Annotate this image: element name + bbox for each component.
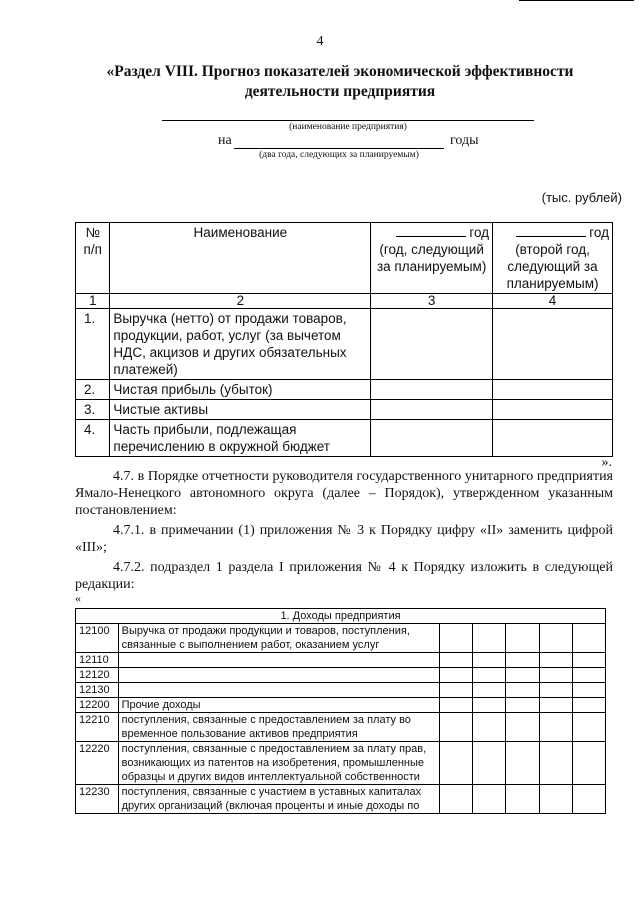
row-desc: поступления, связанные с участием в уставных капиталах других организаций (включая проценты и иные доходы по bbox=[118, 785, 440, 814]
empty-cell bbox=[473, 668, 506, 683]
empty-cell bbox=[440, 785, 473, 814]
row-name: Выручка (нетто) от продажи товаров, продукции, работ, услуг (за вычетом НДС, акцизов и других обязательных платежей) bbox=[110, 309, 371, 380]
empty-cell bbox=[473, 624, 506, 653]
row-desc bbox=[118, 668, 440, 683]
section-title-line-1: «Раздел VIII. Прогноз показателей экономической эффективности bbox=[106, 63, 574, 80]
empty-cell bbox=[473, 698, 506, 713]
row-value-year-1 bbox=[371, 309, 493, 380]
row-desc: Выручка от продажи продукции и товаров, поступления, связанные с выполнением работ, оказанием услуг bbox=[118, 624, 440, 653]
empty-cell bbox=[440, 698, 473, 713]
empty-cell bbox=[539, 624, 572, 653]
table-row bbox=[76, 668, 606, 683]
empty-cell bbox=[506, 668, 539, 683]
empty-cell bbox=[506, 653, 539, 668]
table-row bbox=[76, 309, 613, 380]
empty-cell bbox=[572, 698, 605, 713]
row-code: 12200 bbox=[76, 698, 119, 713]
row-num: 1. bbox=[76, 309, 110, 380]
efficiency-table bbox=[75, 222, 613, 457]
row-desc: поступления, связанные с предоставлением за плату прав, возникающих из патентов на изобретения, промышленные образцы и других видов интеллектуальной собственности bbox=[118, 742, 440, 785]
row-value-year-2 bbox=[493, 420, 613, 457]
header-year-2-note: (второй год, следующий за планируемым) bbox=[506, 242, 599, 291]
table-row bbox=[76, 785, 606, 814]
empty-cell bbox=[539, 698, 572, 713]
table-row bbox=[76, 698, 606, 713]
row-name: Часть прибыли, подлежащая перечислению в окружной бюджет bbox=[110, 420, 371, 457]
na-label: на bbox=[218, 133, 232, 148]
header-name: Наименование bbox=[110, 223, 371, 294]
table-row bbox=[76, 713, 606, 742]
empty-cell bbox=[572, 713, 605, 742]
empty-cell bbox=[506, 713, 539, 742]
empty-cell bbox=[440, 742, 473, 785]
table-row bbox=[76, 742, 606, 785]
enterprise-name-line bbox=[162, 120, 534, 121]
empty-cell bbox=[506, 785, 539, 814]
col-index: 2 bbox=[110, 294, 371, 309]
row-code: 12220 bbox=[76, 742, 119, 785]
empty-cell bbox=[473, 785, 506, 814]
row-value-year-1 bbox=[371, 420, 493, 457]
row-code: 12120 bbox=[76, 668, 119, 683]
header-year-1 bbox=[371, 223, 493, 294]
enterprise-name-caption: (наименование предприятия) bbox=[289, 122, 407, 132]
table-row bbox=[76, 624, 606, 653]
years-line bbox=[234, 148, 444, 149]
empty-cell bbox=[473, 683, 506, 698]
empty-cell bbox=[572, 785, 605, 814]
empty-cell bbox=[506, 742, 539, 785]
col-index: 4 bbox=[493, 294, 613, 309]
empty-cell bbox=[440, 653, 473, 668]
row-value-year-2 bbox=[493, 309, 613, 380]
row-code: 12210 bbox=[76, 713, 119, 742]
empty-cell bbox=[440, 668, 473, 683]
row-value-year-1 bbox=[371, 380, 493, 400]
row-code: 12130 bbox=[76, 683, 119, 698]
section-title bbox=[60, 62, 620, 102]
years-caption: (два года, следующих за планируемым) bbox=[259, 150, 419, 160]
empty-cell bbox=[539, 713, 572, 742]
row-num: 4. bbox=[76, 420, 110, 457]
row-desc: поступления, связанные с предоставлением за плату во временное пользование активов предприятия bbox=[118, 713, 440, 742]
table-row bbox=[76, 683, 606, 698]
table-row bbox=[76, 400, 613, 420]
col-index: 1 bbox=[76, 294, 110, 309]
row-num: 3. bbox=[76, 400, 110, 420]
header-year-2-word: год bbox=[589, 225, 609, 240]
row-num: 2. bbox=[76, 380, 110, 400]
row-name: Чистые активы bbox=[110, 400, 371, 420]
empty-cell bbox=[539, 668, 572, 683]
paragraph-4-7-2: 4.7.2. подраздел 1 раздела I приложения № 4 к Порядку изложить в следующей редакции: bbox=[75, 560, 613, 592]
empty-cell bbox=[473, 653, 506, 668]
row-value-year-1 bbox=[371, 400, 493, 420]
empty-cell bbox=[572, 742, 605, 785]
empty-cell bbox=[572, 683, 605, 698]
row-desc bbox=[118, 683, 440, 698]
paragraph-4-7: 4.7. в Порядке отчетности руководителя государственного унитарного предприятия Ямало-Ненецкого автономного округа (далее – Порядок), утвержденном указанным постановлением: bbox=[75, 469, 613, 518]
empty-cell bbox=[506, 624, 539, 653]
row-value-year-2 bbox=[493, 400, 613, 420]
empty-cell bbox=[440, 624, 473, 653]
table-row bbox=[76, 380, 613, 400]
empty-cell bbox=[572, 653, 605, 668]
header-year-1-word: год bbox=[469, 225, 490, 240]
empty-cell bbox=[440, 683, 473, 698]
closing-quote: ». bbox=[601, 455, 612, 470]
income-table-header bbox=[76, 609, 606, 624]
section-title-line-2: деятельности предприятия bbox=[244, 83, 436, 100]
empty-cell bbox=[572, 668, 605, 683]
row-code: 12110 bbox=[76, 653, 119, 668]
paragraph-4-7-1: 4.7.1. в примечании (1) приложения № 3 к Порядку цифру «II» заменить цифрой «III»; bbox=[75, 523, 613, 555]
col-index: 3 bbox=[371, 294, 493, 309]
top-edge-rule bbox=[519, 0, 634, 1]
header-year-2 bbox=[493, 223, 613, 294]
open-quote: « bbox=[75, 591, 81, 605]
empty-cell bbox=[473, 713, 506, 742]
row-value-year-2 bbox=[493, 380, 613, 400]
row-name: Чистая прибыль (убыток) bbox=[110, 380, 371, 400]
column-index-row bbox=[76, 294, 613, 309]
efficiency-table-header bbox=[76, 223, 613, 294]
income-table bbox=[75, 608, 606, 814]
income-header: 1. Доходы предприятия bbox=[76, 609, 606, 624]
row-code: 12100 bbox=[76, 624, 119, 653]
empty-cell bbox=[539, 785, 572, 814]
header-num: № п/п bbox=[76, 223, 110, 294]
table-row bbox=[76, 653, 606, 668]
empty-cell bbox=[506, 698, 539, 713]
empty-cell bbox=[506, 683, 539, 698]
units-label: (тыс. рублей) bbox=[541, 190, 622, 205]
header-year-1-note: (год, следующий за планируемым) bbox=[376, 242, 487, 274]
empty-cell bbox=[440, 713, 473, 742]
empty-cell bbox=[539, 653, 572, 668]
empty-cell bbox=[473, 742, 506, 785]
empty-cell bbox=[539, 742, 572, 785]
table-row bbox=[76, 420, 613, 457]
row-code: 12230 bbox=[76, 785, 119, 814]
empty-cell bbox=[539, 683, 572, 698]
row-desc bbox=[118, 653, 440, 668]
empty-cell bbox=[572, 624, 605, 653]
years-label: годы bbox=[450, 133, 479, 148]
page-number: 4 bbox=[316, 34, 324, 49]
row-desc: Прочие доходы bbox=[118, 698, 440, 713]
